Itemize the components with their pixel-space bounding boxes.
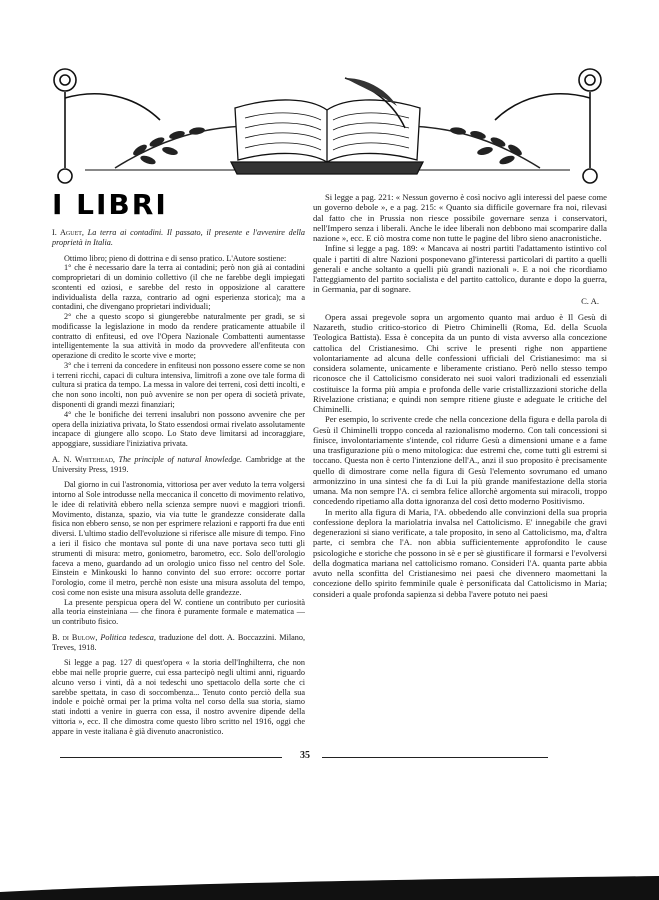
right-column <box>313 192 607 599</box>
review-signature: C. A. <box>581 295 599 306</box>
section-title: I LIBRI <box>52 188 168 221</box>
footer-rule-left <box>60 757 282 758</box>
review-paragraph: Si legge a pag. 221: « Nessun governo è così nocivo agli interessi del paese come un governo debole », e a pag. 215: « Quanto sia difficile governare fra noi, rilevasi dal fatto che in Prussia non riesce possibile governare senza i conservatori, nell'Impero senza i liberali. Anche le idee liberali non debbono mai scomparire dalla nazione », ecc. E ciò mostra come non tutte le pagine del libro sieno anacronistiche. <box>313 192 607 243</box>
open-book-ornament <box>45 58 610 188</box>
page-number: 35 <box>300 750 310 761</box>
review-paragraph: In merito alla figura di Maria, l'A. obbedendo alle convinzioni della sua propria confessione deplora la mariolatria invalsa nel Cattolicismo. E' innegabile che gravi degenerazioni si siano verificate, a tale proposito, in seno al Cattolicismo, ma, d'altra parte, ci sembra che l'A. non abbia sufficientemente approfondito le cause psicologiche e storiche che possono in sè e per sè giustificare il formarsi e l'evolversi della dogmatica mariana nel cattolicismo romano. Consideri l'A. quanta parte abbia avuto nella sconfitta del Cristianesimo nei paesi che divennero maomettani la concezione dello spirito femminile quale è personificata dal Cattolicismo in Maria; consideri a quale profonda sapienza si debba l'avere potuto nei paesi <box>313 506 607 599</box>
review-author: I. Aguet, <box>52 228 84 237</box>
review-paragraph: 3° che i terreni da concedere in enfiteusi non possono essere come se non i terreni ricchi, capaci di cultura intensiva, limitrofi a zone ove tale forma di cultura si pratica da tempo. La messa in valore dei terreni, così detti incolti, e che non sono incolti, non può avvenire se non per opera di società private, disponenti di grandi mezzi finanziari; <box>52 360 305 410</box>
review-citation <box>52 455 305 475</box>
review-book-title: The principle of natural knowledge. <box>114 454 243 464</box>
review-paragraph: 4° che le bonifiche dei terreni insalubri non possono avvenire che per opera della iniziativa privata, lo Stato essendosi ormai rivelato assolutamente incapace di giungere allo scopo. Lo Stato deve limitarsi ad incoraggiare, appoggiare, sussidiare l'iniziativa privata. <box>52 409 305 449</box>
left-column <box>52 228 305 737</box>
review-book-title: La terra ai contadini. Il passato, il presente e l'avvenire della proprietà in Italia. <box>52 228 306 247</box>
review-citation <box>52 633 305 653</box>
footer-rule-right <box>322 757 548 758</box>
review-paragraph: Per esempio, lo scrivente crede che nella concezione della figura e della parola di Gesù il Chiminelli troppo conceda al razionalismo moderno. Con tali concessioni si finisce, involontariamente s'intende, col ridurre Gesù a dimensioni umane e a fame una trasfigurazione più o meno mitologica: due estremi che, come tutti gli estremi si toccano. Questa non è certo l'intenzione dell'A., anzi il suo proposito è precisamente quello di dimostrare come nella figura di Gesù l'elemento sovrumano ed umano armonizzino in una sintesi che fa di Lui la più grande manifestazione della storia umana. Ma non sempre l'A. ci sembra felice allorchè argomenta sui miracoli, troppo concedendo ripetiamo alla dotta ignoranza del così detto moderno Positivismo. <box>313 414 607 507</box>
review-citation <box>52 228 305 248</box>
review-paragraph: Infine si legge a pag. 189: « Mancava ai nostri partiti l'adattamento istintivo col quale i partiti di altre Nazioni posponevano gl'interessi particolari di partito a quelli generali e anche soltanto a quelli più grandi nazionali ». E a noi che ricordiamo l'atteggiamento del partito socialista e del partito cattolico, durante e dopo la guerra, in Germania, par di sognare. <box>313 243 607 295</box>
review-paragraph: 2° che a questo scopo si giungerebbe naturalmente per gradi, se si modificasse la legislazione in modo da rendere praticamente attuabile il contratto di enfiteusi, ed ove l'Opera Nazionale Combattenti aumentasse intelligentemente la sua attività in modo da provvedere all'enfiteuta con operazione di credito le scorte vive e morte; <box>52 312 305 361</box>
review-paragraph: La presente perspicua opera del W. contiene un contributo per curiosità alla teoria einsteiniana — che finora è puramente formale e matematica — un contributo fisico. <box>52 597 305 627</box>
page-edge-shadow <box>0 872 659 900</box>
review-publisher: traduzione del dott. A. Boccazzini. Milano, Treves, 1918. <box>52 632 305 652</box>
review-author: B. di Bulow, <box>52 632 98 642</box>
review-book-title: Politica tedesca, <box>97 632 156 642</box>
review-publisher: Cambridge at the University Press, 1919. <box>52 454 306 474</box>
review-author: A. N. Whitehead, <box>52 454 115 464</box>
review-paragraph: Dal giorno in cui l'astronomia, vittoriosa per aver veduto la terra volgersi intorno al Sole introdusse nella meccanica il concetto di movimento relativo, le idee di relatività ebbero nella scienza sempre nuovi e maggiori trionfi. Movimento, distanza, spazio, via via tutte le grandezze considerate dalla fisica non ebbero senso, se non per esprimere relazioni e rapporti fra due enti diversi. L'ultimo stadio dell'evoluzione si riferisce alle misure di tempo. Fino a ieri il fisico che montava sul ponte di una nave portava seco tutti gli strumenti di misura: metro, goniometro, barometro, ecc. Solo dell'orologio faceva a meno, guardando ad un orologio unico fisso nel centro del Sole. Einstein e Minkouski lo hanno convinto del suo errore: occorre portar l'orologio, come il metro, perchè non esiste una misura assoluta del tempo, così come non esiste una misura assoluta delle grandezze. <box>52 480 305 597</box>
review-paragraph: 1° che è necessario dare la terra ai contadini; però non già ai contadini comproprietari di un dominio collettivo (il che ne farebbe degli impiegati scontenti ed oziosi, e sarebbe del resto in opposizione al carattere individualista della razza, contrario ad ogni esperienza storica); ma a contadini, che divengano proprietari individuali; <box>52 263 305 312</box>
review-paragraph: Si legge a pag. 127 di quest'opera « la storia dell'Inghilterra, che non ebbe mai nelle proprie guerre, cui essa partecipò negli ultimi anni, riguardo alcuno verso i vinti, dà a noi tedeschi uno spettacolo della sorte che ci sarebbe spettata, in caso di soccombenza... Tenuto conto perciò della sua indole e poichè ormai per la prima volta nel corso della sua storia, siamo stati indotti a venire in guerra con essa, il nostro avvenire dipende della vittoria », ecc. Il che dimostra come questo libro scritto nel 1916, oggi che appare in veste italiana è già divenuto anacronistico. <box>52 658 305 736</box>
review-paragraph: Ottimo libro; pieno di dottrina e di senso pratico. L'Autore sostiene: <box>64 253 287 263</box>
review-paragraph: Opera assai pregevole sopra un argomento quanto mai arduo è Il Gesù di Nazareth, studio critico-storico di Pietro Chiminelli (Roma, Ed. della Scuola Teologica Battista). Essa è concepita da un punto di vista avverso alla concezione cattolica del Cristianesimo. Chi scrive le presenti righe non appartiene volontariamente ad alcuna delle confessioni ufficiali del Cristianesimo: ma si considera solamente, unicamente e liberamente cristiano. Però nello stesso tempo riconosce che il Cattolicismo considerato nei suoi valori tradizionali ed essenziali costituisce la forma più ampia e profonda delle varie cristallizzazioni storiche della Rivelazione cristiana; e quindi non sempre ritiene giuste e adeguate le critiche del Chiminelli. <box>313 311 607 414</box>
